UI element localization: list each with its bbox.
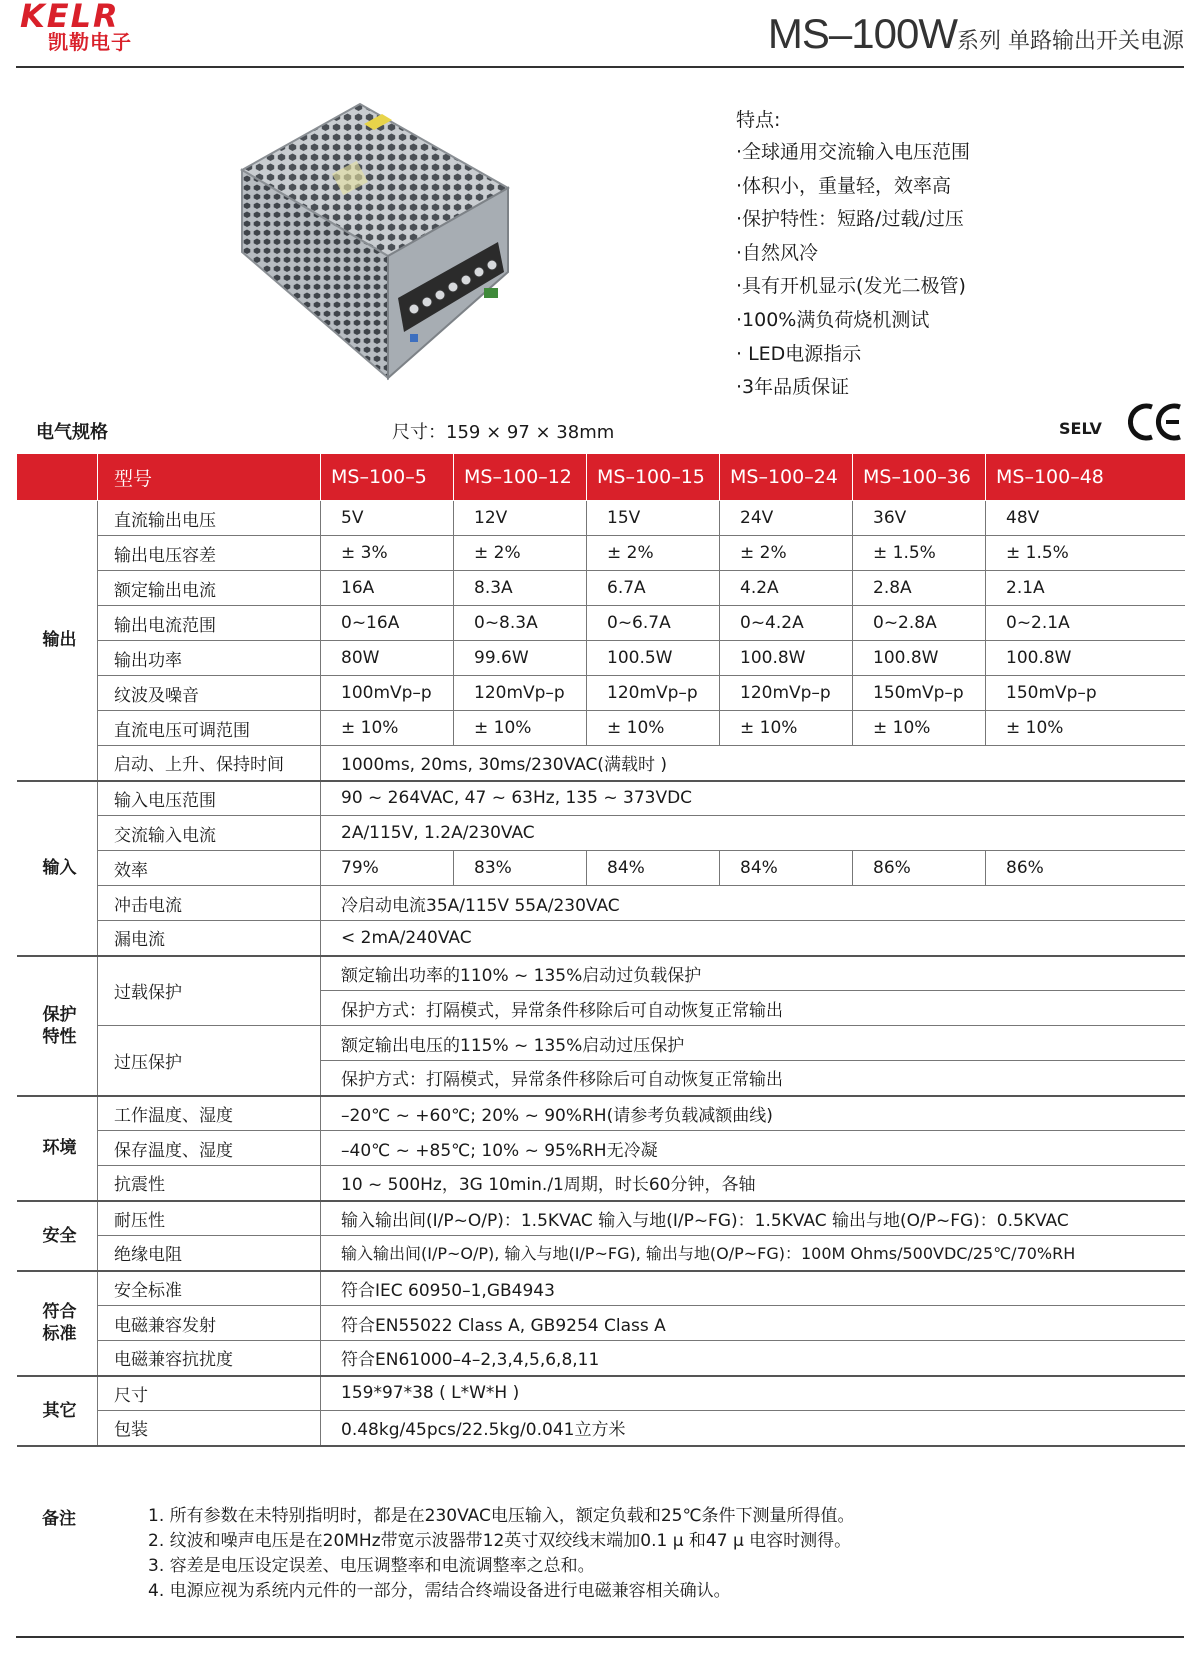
note-item: 1. 所有参数在未特别指明时，都是在230VAC电压输入，额定负载和25℃条件下测量所得值。: [148, 1506, 855, 1526]
row-label: 抗震性: [98, 1166, 321, 1201]
cell: 100.8W: [853, 641, 986, 676]
row-label: 额定输出电流: [98, 571, 321, 606]
table-row: [17, 1306, 1185, 1341]
cell: 16A: [321, 571, 454, 606]
cell: 120mVp–p: [454, 676, 587, 711]
table-row: [17, 1201, 1185, 1236]
brand-name: KELR: [20, 0, 120, 35]
cell: ± 1.5%: [853, 536, 986, 571]
row-label: 安全标准: [98, 1271, 321, 1306]
cell: 100mVp–p: [321, 676, 454, 711]
cell: –20℃ ~ +60℃; 20% ~ 90%RH(请参考负载减额曲线): [321, 1096, 1185, 1131]
row-label: 工作温度、湿度: [98, 1096, 321, 1131]
cell: 12V: [454, 501, 587, 536]
cell: 86%: [986, 851, 1185, 886]
row-label: 纹波及噪音: [98, 676, 321, 711]
footer-divider: [16, 1636, 1184, 1638]
cell: 6.7A: [587, 571, 720, 606]
cell: 83%: [454, 851, 587, 886]
table-row: [17, 746, 1185, 781]
cell: 159*97*38 ( L*W*H ): [321, 1376, 1185, 1411]
table-row: [17, 536, 1185, 571]
table-row: [17, 571, 1185, 606]
row-label: 冲击电流: [98, 886, 321, 921]
note-item: 2. 纹波和噪声电压是在20MHz带宽示波器带12英寸双绞线末端加0.1 μ 和47 μ 电容时测得。: [148, 1531, 852, 1551]
row-label: 输出电流范围: [98, 606, 321, 641]
cell: –40℃ ~ +85℃; 10% ~ 95%RH无冷凝: [321, 1131, 1185, 1166]
cell: 额定输出功率的110% ~ 135%启动过负载保护: [321, 956, 1185, 991]
cell: 4.2A: [720, 571, 853, 606]
cell: ± 2%: [587, 536, 720, 571]
group-label-protection: 保护 特性: [17, 956, 98, 1096]
spec-label: 电气规格: [36, 422, 108, 443]
cell: 2.8A: [853, 571, 986, 606]
table-row: [17, 1341, 1185, 1376]
table-row: [17, 1131, 1185, 1166]
table-row: [17, 676, 1185, 711]
cell: ± 2%: [720, 536, 853, 571]
cell: 10 ~ 500Hz，3G 10min./1周期，时长60分钟，各轴: [321, 1166, 1185, 1201]
header-divider: [16, 66, 1184, 68]
features-list: [736, 104, 970, 405]
group-label-safety: 安全: [17, 1201, 98, 1271]
row-label: 耐压性: [98, 1201, 321, 1236]
cell: 48V: [986, 501, 1185, 536]
feature-item: ·自然风冷: [736, 241, 819, 264]
table-row: [17, 1166, 1185, 1201]
row-label: 电磁兼容抗扰度: [98, 1341, 321, 1376]
cell: 84%: [720, 851, 853, 886]
cell: ± 10%: [321, 711, 454, 746]
table-row: [17, 1236, 1185, 1271]
table-row: [17, 606, 1185, 641]
cell: 符合IEC 60950–1,GB4943: [321, 1271, 1185, 1306]
table-row: [17, 1411, 1185, 1446]
group-label-input: 输入: [17, 781, 98, 956]
table-row: [17, 956, 1185, 991]
table-row: [17, 1376, 1185, 1411]
table-row: [17, 921, 1185, 956]
cell: 90 ~ 264VAC, 47 ~ 63Hz, 135 ~ 373VDC: [321, 781, 1185, 816]
cell: 99.6W: [454, 641, 587, 676]
model-name: MS–100–48: [986, 454, 1185, 501]
row-label: 输入电压范围: [98, 781, 321, 816]
cell: 2A/115V, 1.2A/230VAC: [321, 816, 1185, 851]
cell: 保护方式：打隔模式，异常条件移除后可自动恢复正常输出: [321, 1061, 1185, 1096]
cell: 0~2.1A: [986, 606, 1185, 641]
cell: 0.48kg/45pcs/22.5kg/0.041立方米: [321, 1411, 1185, 1446]
cell: 0~8.3A: [454, 606, 587, 641]
feature-item: ·体积小，重量轻，效率高: [736, 174, 952, 197]
feature-item: ·具有开机显示(发光二极管): [736, 275, 966, 298]
cell: 100.8W: [720, 641, 853, 676]
cell: ± 10%: [454, 711, 587, 746]
table-row: [17, 781, 1185, 816]
cell: ± 2%: [454, 536, 587, 571]
row-label: 漏电流: [98, 921, 321, 956]
model-header-row: [17, 454, 1185, 501]
cell: 0~6.7A: [587, 606, 720, 641]
feature-item: ·保护特性：短路/过载/过压: [736, 208, 964, 231]
cell: 120mVp–p: [720, 676, 853, 711]
cell: 36V: [853, 501, 986, 536]
cell: 额定输出电压的115% ~ 135%启动过压保护: [321, 1026, 1185, 1061]
row-label: 包装: [98, 1411, 321, 1446]
cell: 符合EN61000–4–2,3,4,5,6,8,11: [321, 1341, 1185, 1376]
cell: 150mVp–p: [853, 676, 986, 711]
row-label: 效率: [98, 851, 321, 886]
features-heading: 特点:: [736, 109, 781, 131]
table-row: [17, 851, 1185, 886]
cell: 120mVp–p: [587, 676, 720, 711]
cell: 24V: [720, 501, 853, 536]
cell: 100.8W: [986, 641, 1185, 676]
cell: 保护方式：打隔模式，异常条件移除后可自动恢复正常输出: [321, 991, 1185, 1026]
feature-item: ·3年品质保证: [736, 376, 850, 399]
cell: 输入输出间(I/P~O/P)：1.5KVAC 输入与地(I/P~FG)：1.5KVAC 输出与地(O/P~FG)：0.5KVAC: [321, 1201, 1185, 1236]
table-row: [17, 1026, 1185, 1061]
spec-table: [16, 453, 1185, 1447]
spec-header: [36, 415, 1196, 445]
group-label-other: 其它: [17, 1376, 98, 1446]
cell: ± 10%: [986, 711, 1185, 746]
row-label: 输出功率: [98, 641, 321, 676]
row-label: 过压保护: [98, 1026, 321, 1096]
cell: ± 1.5%: [986, 536, 1185, 571]
cell: 冷启动电流35A/115V 55A/230VAC: [321, 886, 1185, 921]
row-label: 过载保护: [98, 956, 321, 1026]
table-row: [17, 1271, 1185, 1306]
cell: 84%: [587, 851, 720, 886]
cell: 0~16A: [321, 606, 454, 641]
dimensions-label: 尺寸：159 × 97 × 38mm: [392, 422, 615, 443]
table-row: [17, 501, 1185, 536]
cell: < 2mA/240VAC: [321, 921, 1185, 956]
group-label-environment: 环境: [17, 1096, 98, 1201]
cell: 5V: [321, 501, 454, 536]
note-item: 4. 电源应视为系统内元件的一部分，需结合终端设备进行电磁兼容相关确认。: [148, 1581, 731, 1601]
row-label: 绝缘电阻: [98, 1236, 321, 1271]
feature-item: ·全球通用交流输入电压范围: [736, 141, 971, 163]
cell: 输入输出间(I/P~O/P), 输入与地(I/P~FG), 输出与地(O/P~FG)：100M Ohms/500VDC/25℃/70%RH: [321, 1236, 1185, 1271]
brand-logo: [20, 0, 165, 52]
cell: ± 10%: [720, 711, 853, 746]
group-label-compliance: 符合 标准: [17, 1271, 98, 1376]
row-label: 保存温度、湿度: [98, 1131, 321, 1166]
cell: ± 3%: [321, 536, 454, 571]
cell: 79%: [321, 851, 454, 886]
model-name: MS–100–12: [454, 454, 587, 501]
model-label: 型号: [98, 454, 321, 501]
model-name: MS–100–36: [853, 454, 986, 501]
table-row: [17, 641, 1185, 676]
header-blank: [17, 454, 98, 501]
model-name: MS–100–15: [587, 454, 720, 501]
table-row: [17, 711, 1185, 746]
cell: ± 10%: [853, 711, 986, 746]
row-label: 交流输入电流: [98, 816, 321, 851]
cell: 150mVp–p: [986, 676, 1185, 711]
note-item: 3. 容差是电压设定误差、电压调整率和电流调整率之总和。: [148, 1556, 595, 1576]
cell: 0~4.2A: [720, 606, 853, 641]
cell: 15V: [587, 501, 720, 536]
table-row: [17, 1096, 1185, 1131]
row-label: 尺寸: [98, 1376, 321, 1411]
model-series: MS–100W: [767, 10, 957, 57]
group-label-output: 输出: [17, 501, 98, 781]
product-image: [232, 102, 552, 384]
selv-label: SELV: [1059, 419, 1102, 438]
row-label: 输出电压容差: [98, 536, 321, 571]
table-row: [17, 886, 1185, 921]
model-name: MS–100–5: [321, 454, 454, 501]
cell: 86%: [853, 851, 986, 886]
cell: 符合EN55022 Class A, GB9254 Class A: [321, 1306, 1185, 1341]
cell: 8.3A: [454, 571, 587, 606]
ce-mark-icon: [1128, 402, 1184, 442]
row-label: 启动、上升、保持时间: [98, 746, 321, 781]
notes-heading: 备注: [42, 1509, 76, 1529]
cell: 80W: [321, 641, 454, 676]
model-name: MS–100–24: [720, 454, 853, 501]
row-label: 电磁兼容发射: [98, 1306, 321, 1341]
feature-item: · LED电源指示: [736, 342, 862, 365]
row-label: 直流输出电压: [98, 501, 321, 536]
cell: 0~2.8A: [853, 606, 986, 641]
cell: 2.1A: [986, 571, 1185, 606]
row-label: 直流电压可调范围: [98, 711, 321, 746]
cell: 1000ms, 20ms, 30ms/230VAC(满载时 ): [321, 746, 1185, 781]
brand-name-cn: 凯勒电子: [48, 30, 132, 54]
feature-item: ·100%满负荷烧机测试: [736, 308, 930, 331]
title-suffix: 系列 单路输出开关电源: [957, 29, 1184, 54]
page-title: [768, 10, 1184, 58]
cell: 100.5W: [587, 641, 720, 676]
table-row: [17, 816, 1185, 851]
cell: ± 10%: [587, 711, 720, 746]
